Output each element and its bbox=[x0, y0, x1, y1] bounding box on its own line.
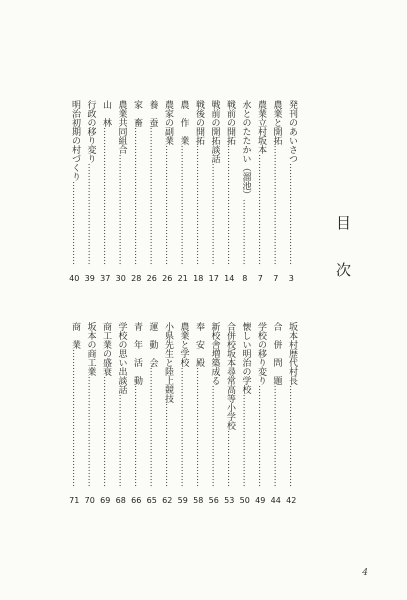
toc-entry-page: 26 bbox=[162, 274, 173, 283]
toc-entry-page: 30 bbox=[115, 274, 126, 283]
toc-entry-title: 農業立村坂本 …………………………………………………………… bbox=[253, 100, 269, 266]
toc-upper-block bbox=[67, 100, 300, 284]
toc-entry-page: 8 bbox=[242, 274, 248, 283]
toc-entry bbox=[268, 100, 284, 284]
toc-entry bbox=[98, 322, 114, 506]
toc-entry bbox=[175, 322, 191, 506]
toc-entry-page: 69 bbox=[100, 496, 111, 505]
toc-entry bbox=[206, 100, 222, 284]
toc-entry-title: 農家の副業 …………………………………………………………… bbox=[160, 100, 176, 266]
toc-entry-title: 農業と学校 …………………………………………………………… bbox=[175, 322, 191, 488]
toc-entry-page: 62 bbox=[162, 496, 173, 505]
toc-entry-page: 53 bbox=[224, 496, 235, 505]
toc-entry-title: 奉 安 殿 …………………………………………………………… bbox=[191, 322, 207, 488]
toc-entry-title: 戦前の開拓談話 …………………………………………………………… bbox=[206, 100, 222, 266]
toc-entry-title: 坂本の商工業 …………………………………………………………… bbox=[82, 322, 98, 488]
toc-entry-title: 運 動 会 …………………………………………………………… bbox=[144, 322, 160, 488]
toc-entry bbox=[113, 322, 129, 506]
toc-entry-page: 26 bbox=[146, 274, 157, 283]
toc-entry bbox=[253, 322, 269, 506]
toc-entry bbox=[144, 100, 160, 284]
toc-entry-page: 50 bbox=[239, 496, 250, 505]
toc-entry-title: 山 林 …………………………………………………………… bbox=[98, 100, 114, 266]
toc-entry bbox=[160, 100, 176, 284]
toc-entry-page: 66 bbox=[131, 496, 142, 505]
page-number: 4 bbox=[362, 568, 368, 578]
toc-entry-title: 商工業の盛衰 …………………………………………………………… bbox=[98, 322, 114, 488]
toc-entry-title: 小県先生と陸上競技 …………………………………………………………… bbox=[160, 322, 176, 488]
toc-entry-page: 58 bbox=[193, 496, 204, 505]
toc-entry-title: 新校舎増築成る …………………………………………………………… bbox=[206, 322, 222, 488]
toc-entry-title: 発刊のあいさつ …………………………………………………………… bbox=[284, 100, 300, 266]
toc-entry-title: 合 併 問 題 …………………………………………………………… bbox=[268, 322, 284, 488]
toc-entry-title: 懐しい明治の学校 …………………………………………………………… bbox=[237, 322, 253, 488]
toc-entry-title: 戦前の開拓 …………………………………………………………… bbox=[222, 100, 238, 266]
toc-entry-page: 44 bbox=[270, 496, 281, 505]
toc-entry-page: 3 bbox=[288, 274, 294, 283]
toc-entry bbox=[144, 322, 160, 506]
toc-entry bbox=[82, 322, 98, 506]
toc-entry-title: 農業共同組合 …………………………………………………………… bbox=[113, 100, 129, 266]
toc-entry-page: 59 bbox=[177, 496, 188, 505]
toc-lower-block bbox=[67, 322, 300, 506]
toc-title: 目次 bbox=[334, 215, 352, 309]
toc-entry-page: 21 bbox=[177, 274, 188, 283]
toc-entry-title: 農 作 業 …………………………………………………………… bbox=[175, 100, 191, 266]
toc-entry-page: 28 bbox=[131, 274, 142, 283]
toc-entry-page: 49 bbox=[255, 496, 266, 505]
toc-entry bbox=[284, 322, 300, 506]
toc-entry-title: 明治初期の村づくり …………………………………………………………… bbox=[67, 100, 83, 266]
toc-entry bbox=[113, 100, 129, 284]
toc-entry bbox=[129, 100, 145, 284]
toc-entry-page: 42 bbox=[286, 496, 297, 505]
toc-entry-title: 行政の移り変り …………………………………………………………… bbox=[82, 100, 98, 266]
toc-entry-title: 水とのたたかい（溜池） …………………………………………………………… bbox=[237, 100, 253, 266]
toc-entry-title: 合併校坂本尋常高等小学校 …………………………………………………………… bbox=[222, 322, 238, 488]
toc-entry bbox=[253, 100, 269, 284]
toc-entry-page: 70 bbox=[84, 496, 95, 505]
toc-entry bbox=[237, 100, 253, 284]
toc-entry bbox=[98, 100, 114, 284]
toc-entry-page: 39 bbox=[84, 274, 95, 283]
toc-entry bbox=[67, 100, 83, 284]
toc-entry-page: 56 bbox=[208, 496, 219, 505]
toc-entry-page: 17 bbox=[208, 274, 219, 283]
toc-entry-page: 68 bbox=[115, 496, 126, 505]
toc-entry-title: 家 畜 …………………………………………………………… bbox=[129, 100, 145, 266]
toc-entry bbox=[237, 322, 253, 506]
toc-entry-title: 学校の思い出談話 …………………………………………………………… bbox=[113, 322, 129, 488]
toc-entry-page: 37 bbox=[100, 274, 111, 283]
toc-entry bbox=[222, 100, 238, 284]
toc-entry bbox=[191, 322, 207, 506]
toc-entry-title: 青 年 活 動 …………………………………………………………… bbox=[129, 322, 145, 488]
toc-entry-title: 戦後の開拓 …………………………………………………………… bbox=[191, 100, 207, 266]
toc-entry-title: 学校の移り変り …………………………………………………………… bbox=[253, 322, 269, 488]
toc-entry bbox=[175, 100, 191, 284]
toc-entry-title: 農業と開拓 …………………………………………………………… bbox=[268, 100, 284, 266]
toc-entry bbox=[284, 100, 300, 284]
toc-entry-page: 7 bbox=[257, 274, 263, 283]
toc-entry bbox=[191, 100, 207, 284]
toc-entry-page: 7 bbox=[273, 274, 279, 283]
toc-entry bbox=[268, 322, 284, 506]
toc-entry-title: 坂本村歴代村長 …………………………………………………………… bbox=[284, 322, 300, 488]
toc-entry bbox=[206, 322, 222, 506]
toc-entry-title: 商 業 …………………………………………………………… bbox=[67, 322, 83, 488]
toc-entry-page: 18 bbox=[193, 274, 204, 283]
toc-entry-page: 40 bbox=[69, 274, 80, 283]
toc-entry bbox=[67, 322, 83, 506]
toc-entry bbox=[222, 322, 238, 506]
toc-entry-page: 14 bbox=[224, 274, 235, 283]
toc-entry bbox=[82, 100, 98, 284]
toc-entry bbox=[160, 322, 176, 506]
toc-entry bbox=[129, 322, 145, 506]
toc-entry-title: 養 蚕 …………………………………………………………… bbox=[144, 100, 160, 266]
toc-entry-page: 71 bbox=[69, 496, 80, 505]
toc-entry-page: 65 bbox=[146, 496, 157, 505]
